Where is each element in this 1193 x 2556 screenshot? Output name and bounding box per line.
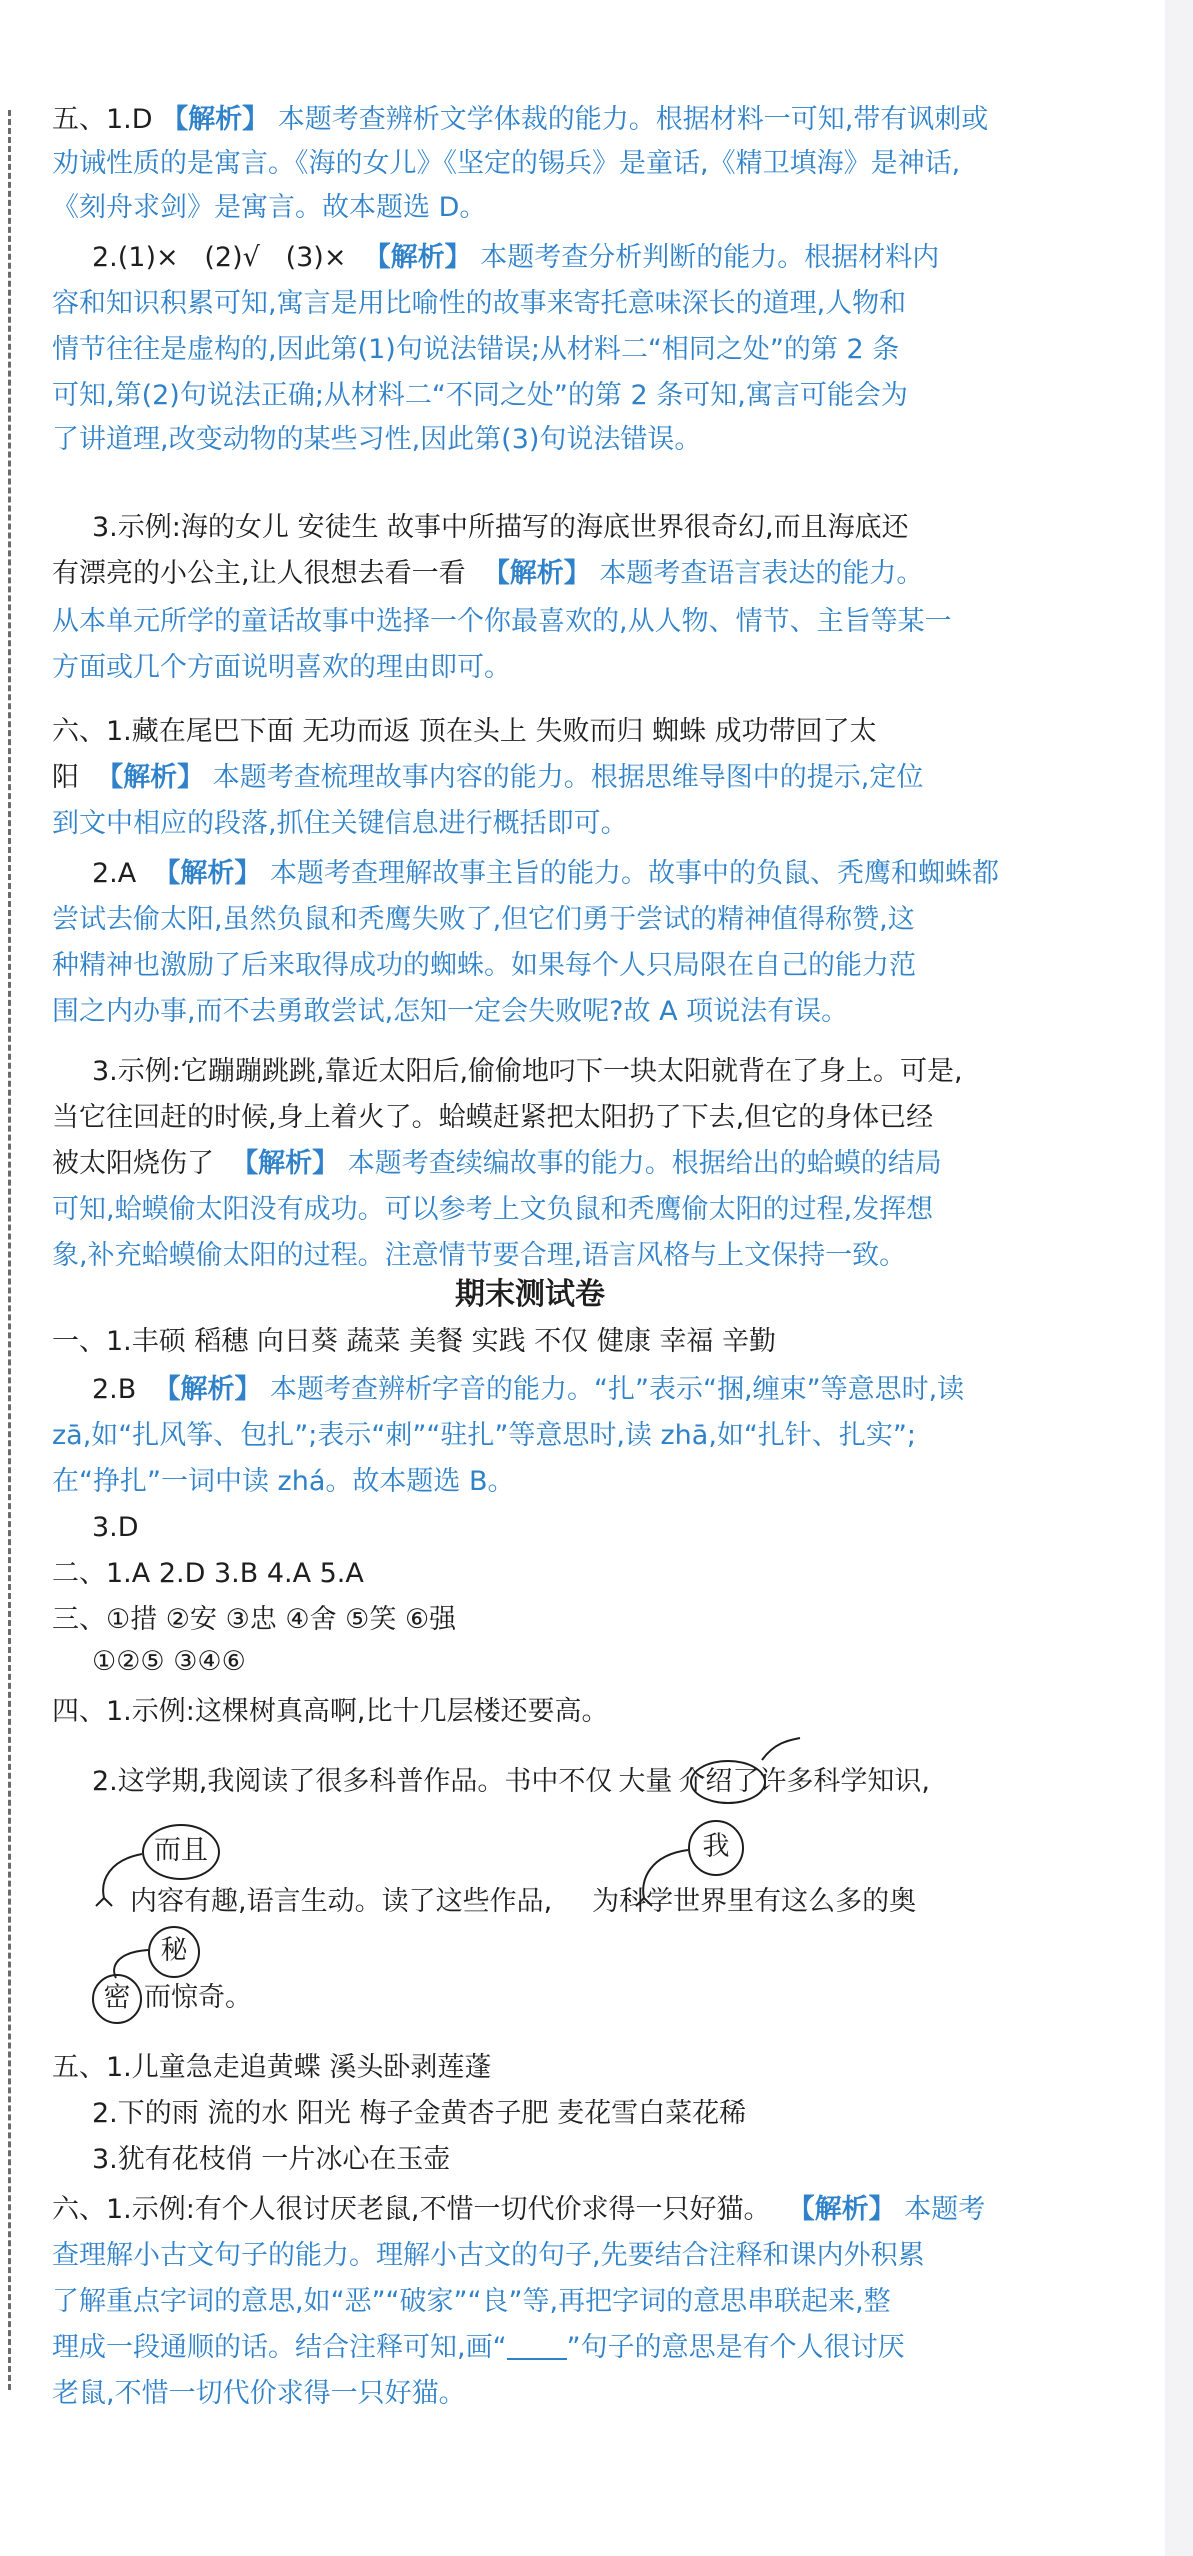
answer-line: ①②⑤ ③④⑥ [92, 1646, 246, 1677]
answer-line: 五、1.儿童急走追黄蝶 溪头卧剥莲蓬 [52, 2052, 492, 2083]
analysis-line: 种精神也激励了后来取得成功的蜘蛛。如果每个人只局限在自己的能力范 [52, 950, 916, 981]
answer-text: 2.B [92, 1374, 154, 1405]
answer-line [52, 2188, 985, 2232]
analysis-tag: 【解析】 [482, 558, 591, 589]
analysis-text: 本题考查梳理故事内容的能力。根据思维导图中的提示,定位 [204, 762, 924, 793]
answer-line: 一、1.丰硕 稻穗 向日葵 蔬菜 美餐 实践 不仅 健康 幸福 辛勤 [52, 1326, 777, 1357]
answer-text: 内容有趣,语言生动。读了这些作品, [130, 1886, 553, 1917]
answer-line: 而惊奇。 [144, 1982, 252, 2013]
analysis-text: ”句子的意思是有个人很讨厌 [566, 2332, 905, 2363]
analysis-line: 在“挣扎”一词中读 zhá。故本题选 B。 [52, 1466, 515, 1497]
answer-line: 四、1.示例:这棵树真高啊,比十几层楼还要高。 [52, 1696, 609, 1727]
analysis-line: zā,如“扎风筝、包扎”;表示“刺”“驻扎”等意思时,读 zhā,如“扎针、扎实”; [52, 1420, 916, 1451]
analysis-line: 了讲道理,改变动物的某些习性,因此第(3)句说法错误。 [52, 424, 702, 455]
question-number: 五、1.D [52, 104, 162, 135]
insertion-circle: 而且 [142, 1824, 220, 1880]
analysis-line: 老鼠,不惜一切代价求得一只好猫。 [52, 2378, 466, 2409]
analysis-text: 本题考查辨析字音的能力。“扎”表示“捆,缠束”等意思时,读 [261, 1374, 965, 1405]
analysis-text: 本题考 [895, 2194, 986, 2225]
answer-line: 3.示例:海的女儿 安徒生 故事中所描写的海底世界很奇幻,而且海底还 [92, 512, 909, 543]
analysis-tag: 【解析】 [363, 242, 472, 273]
analysis-tag: 【解析】 [787, 2194, 896, 2225]
analysis-line: 了解重点字词的意思,如“恶”“破家”“良”等,再把字词的意思串联起来,整 [52, 2286, 891, 2317]
analysis-text: 本题考查续编故事的能力。根据给出的蛤蟆的结局 [339, 1148, 942, 1179]
analysis-tag: 【解析】 [153, 858, 262, 889]
circled-word: 大量 [618, 1766, 673, 1797]
answer-text: 介绍了许多科学知识, [678, 1766, 930, 1797]
analysis-text: 本题考查语言表达的能力。 [590, 558, 924, 589]
analysis-line: 情节往往是虚构的,因此第(1)句说法错误;从材料二“相同之处”的第 2 条 [52, 334, 900, 365]
insertion-circle: 秘 [148, 1926, 200, 1978]
analysis-tag: 【解析】 [231, 1148, 340, 1179]
answer-text: 2.(1)× (2)√ (3)× [92, 242, 364, 273]
analysis-text: 本题考查辨析文学体裁的能力。根据材料一可知,带有讽刺或 [269, 104, 989, 135]
answer-line: 二、1.A 2.D 3.B 4.A 5.A [52, 1558, 364, 1589]
analysis-tag: 【解析】 [161, 104, 270, 135]
analysis-line: 从本单元所学的童话故事中选择一个你最喜欢的,从人物、情节、主旨等某一 [52, 606, 952, 637]
section-title: 期末测试卷 [455, 1277, 605, 1312]
insertion-circle: 我 [688, 1820, 744, 1876]
answer-line: 六、1.藏在尾巴下面 无功而返 顶在头上 失败而归 蜘蛛 成功带回了太 [52, 716, 877, 747]
analysis-line: 围之内办事,而不去勇敢尝试,怎知一定会失败呢?故 A 项说法有误。 [52, 996, 849, 1027]
analysis-tag: 【解析】 [153, 1374, 262, 1405]
analysis-tag: 【解析】 [96, 762, 205, 793]
answer-text: 有漂亮的小公主,让人很想去看一看 [52, 558, 483, 589]
analysis-line: 可知,第(2)句说法正确;从材料二“不同之处”的第 2 条可知,寓言可能会为 [52, 380, 908, 411]
answer-text: 六、1.示例:有个人很讨厌老鼠,不惜一切代价求得一只好猫。 [52, 2194, 788, 2225]
answer-text: 2.A [92, 858, 154, 889]
answer-line: 2.下的雨 流的水 阳光 梅子金黄杏子肥 麦花雪白菜花稀 [92, 2098, 747, 2129]
analysis-line: 尝试去偷太阳,虽然负鼠和秃鹰失败了,但它们勇于尝试的精神值得称赞,这 [52, 904, 915, 935]
analysis-line: 查理解小古文句子的能力。理解小古文的句子,先要结合注释和课内外积累 [52, 2240, 925, 2271]
analysis-line: 可知,蛤蟆偷太阳没有成功。可以参考上文负鼠和秃鹰偷太阳的过程,发挥想 [52, 1194, 934, 1225]
answer-line: 3.示例:它蹦蹦跳跳,靠近太阳后,偷偷地叼下一块太阳就背在了身上。可是, [92, 1056, 963, 1087]
analysis-line: 容和知识积累可知,寓言是用比喻性的故事来寄托意味深长的道理,人物和 [52, 288, 907, 319]
circled-word: 密 [92, 1974, 142, 2024]
answer-text: 被太阳烧伤了 [52, 1148, 232, 1179]
answer-line: 3.犹有花枝俏 一片冰心在玉壶 [92, 2144, 451, 2175]
answer-text: 2.这学期,我阅读了很多科普作品。书中不仅 [92, 1766, 613, 1797]
analysis-text: 本题考查分析判断的能力。根据材料内 [471, 242, 940, 273]
analysis-text: 本题考查理解故事主旨的能力。故事中的负鼠、秃鹰和蜘蛛都 [261, 858, 999, 889]
answer-text: 为科学世界里有这么多的奥 [592, 1886, 917, 1917]
answer-line: 当它往回赶的时候,身上着火了。蛤蟆赶紧把太阳扔了下去,但它的身体已经 [52, 1102, 934, 1133]
analysis-line [52, 2326, 905, 2370]
analysis-line: 《刻舟求剑》是寓言。故本题选 D。 [52, 192, 487, 223]
answer-text: 阳 [52, 762, 97, 793]
answer-line: 3.D [92, 1512, 139, 1543]
answer-line: 三、①措 ②安 ③忠 ④舍 ⑤笑 ⑥强 [52, 1604, 457, 1635]
underline-blank [507, 2338, 567, 2360]
analysis-line: 劝诫性质的是寓言。《海的女儿》《坚定的锡兵》是童话,《精卫填海》是神话, [52, 148, 961, 179]
analysis-line: 方面或几个方面说明喜欢的理由即可。 [52, 652, 511, 683]
analysis-text: 理成一段通顺的话。结合注释可知,画“ [52, 2332, 507, 2363]
analysis-line: 象,补充蛤蟆偷太阳的过程。注意情节要合理,语言风格与上文保持一致。 [52, 1240, 907, 1271]
analysis-line: 到文中相应的段落,抓住关键信息进行概括即可。 [52, 808, 628, 839]
